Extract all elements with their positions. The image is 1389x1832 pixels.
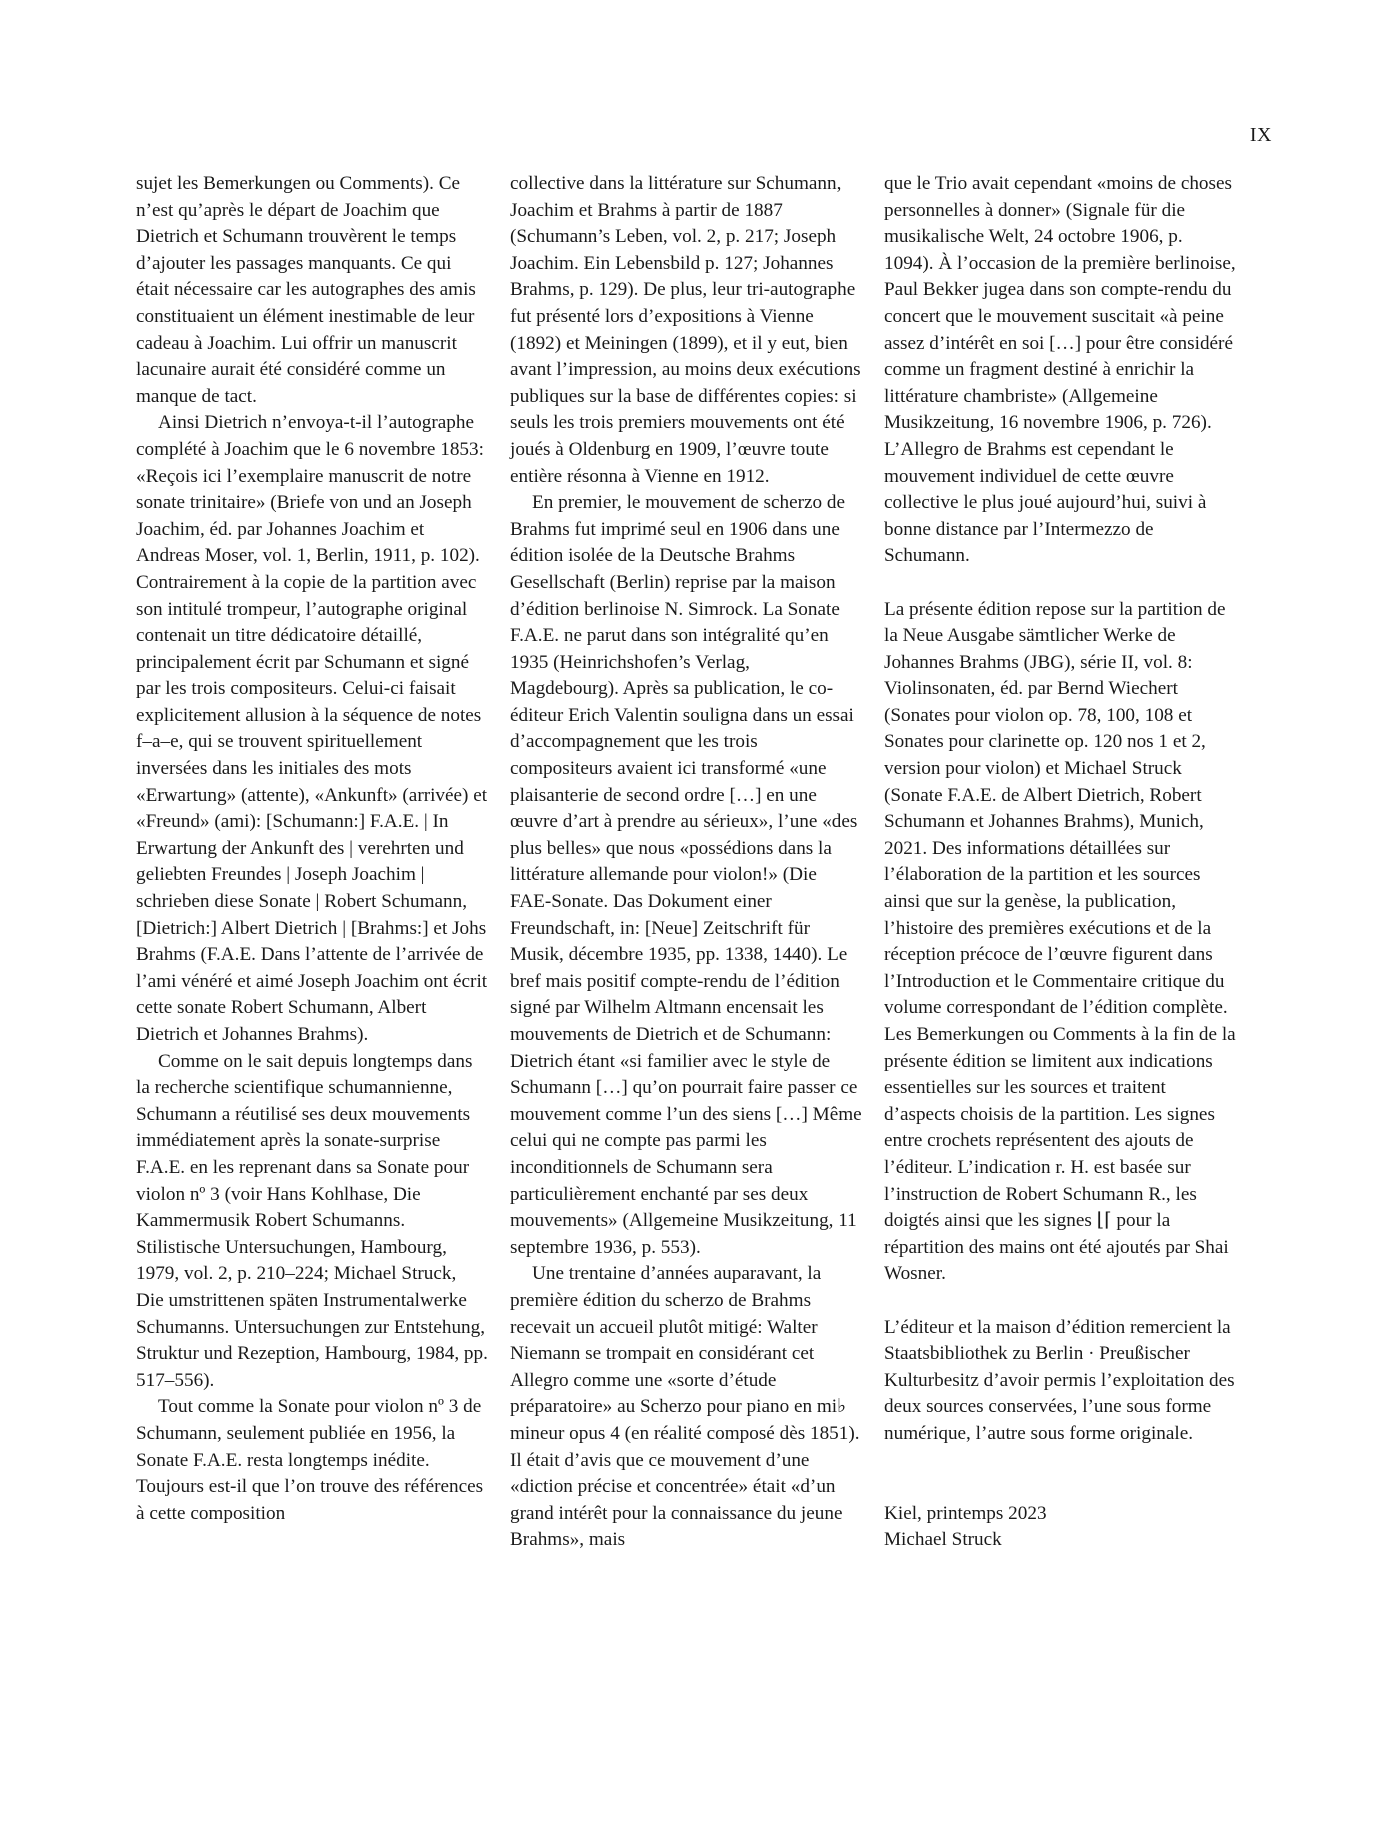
paragraph: sujet les Bemerkungen ou Comments). Ce n’est qu’après le départ de Joachim que Dietrich et Schumann trouvèrent le temps d’ajouter les passages manquants. Ce qui était nécessaire car les autographes des amis constituaient un élément inestimable de leur cadeau à Joachim. Lui offrir un manuscrit lacunaire aurait été considéré comme un manque de tact. [136, 173, 476, 407]
paragraph: collective dans la littérature sur Schumann, Joachim et Brahms à partir de 1887 (Schumann’s Leben, vol. 2, p. 217; Joseph Joachim. Ein Lebensbild p. 127; Johannes Brahms, p. 129). De plus, leur tri-autographe fut présenté lors d’expositions à Vienne (1892) et Meiningen (1899), et il y eut, bien avant l’impression, au moins deux exécutions publiques sur la base de différentes copies: si seuls les trois premiers mouvements ont été joués à Oldenburg en 1909, l’œuvre toute entière résonna à Vienne en 1912. [510, 173, 861, 487]
paragraph: La présente édition repose sur la partition de la Neue Ausgabe sämtlicher Werke de Johannes Brahms (JBG), série II, vol. 8: Violinsonaten, éd. par Bernd Wiechert (Sonates pour violon op. 78, 100, 108 et Sonates pour clarinette op. 120 nos 1 et 2, version pour violon) et Michael Struck (Sonate F.A.E. de Albert Dietrich, Robert Schumann et Johannes Brahms), Munich, 2021. Des informations détaillées sur l’élaboration de la partition et les sources ainsi que sur la genèse, la publication, l’histoire des premières exécutions et de la réception précoce de l’œuvre figurent dans l’Introduction et le Commentaire critique du volume correspondant de l’édition complète. Les Bemerkungen ou Comments à la fin de la présente édition se limitent aux indications essentielles sur les sources et traitent d’aspects choisis de la partition. Les signes entre crochets représentent des ajouts de l’éditeur. L’indication r. H. est basée sur l’instruction de Robert Schumann R., les doigtés ainsi que les signes ⌊⌈ pour la répartition des mains ont été ajoutés par Shai Wosner. [884, 598, 1236, 1285]
signature-author: Michael Struck [884, 1529, 1002, 1551]
text-column-2 [510, 171, 862, 1554]
paragraph: que le Trio avait cependant «moins de choses personnelles à donner» (Signale für die musikalische Welt, 24 octobre 1906, p. 1094). À l’occasion de la première berlinoise, Paul Bekker jugea dans son compte-rendu du concert que le mouvement suscitait «à peine assez d’intérêt en soi […] pour être considéré comme un fragment destiné à enrichir la littérature chambriste» (Allgemeine Musikzeitung, 16 novembre 1906, p. 726). L’Allegro de Brahms est cependant le mouvement individuel de cette œuvre collective le plus joué aujourd’hui, suivi à bonne distance par l’Intermezzo de Schumann. [884, 173, 1236, 567]
text-column-3 [884, 171, 1236, 1554]
paragraph: Ainsi Dietrich n’envoya-t-il l’autographe complété à Joachim que le 6 novembre 1853: «Reçois ici l’exemplaire manuscrit de notre sonate trinitaire» (Briefe von und an Joseph Joachim, éd. par Johannes Joachim et Andreas Moser, vol. 1, Berlin, 1911, p. 102). Contrairement à la copie de la partition avec son intitulé trompeur, l’autographe original contenait un titre dédicatoire détaillé, principalement écrit par Schumann et signé par les trois compositeurs. Celui-ci faisait explicitement allusion à la séquence de notes f–a–e, qui se trouvent spirituellement inversées dans les initiales des mots «Erwartung» (attente), «Ankunft» (arrivée) et «Freund» (ami): [Schumann:] F.A.E. | In Erwartung der Ankunft des | verehrten und geliebten Freundes | Joseph Joachim | schrieben diese Sonate | Robert Schumann, [Dietrich:] Albert Dietrich | [Brahms:] et Johs Brahms (F.A.E. Dans l’attente de l’arrivée de l’ami vénéré et aimé Joseph Joachim ont écrit cette sonate Robert Schumann, Albert Dietrich et Johannes Brahms). [136, 412, 488, 1045]
paragraph: Tout comme la Sonate pour violon nº 3 de Schumann, seulement publiée en 1956, la Sonate F.A.E. resta longtemps inédite. Toujours est-il que l’on trouve des références à cette composition [136, 1396, 484, 1524]
acknowledgement-paragraph: L’éditeur et la maison d’édition remercient la Staatsbibliothek zu Berlin · Preußischer Kulturbesitz d’avoir permis l’exploitation des deux sources conservées, l’une sous forme numérique, l’autre sous forme originale. [884, 1316, 1235, 1444]
paragraph: Comme on le sait depuis longtemps dans la recherche scientifique schumannienne, Schumann a réutilisé ses deux mouvements immédiatement après la sonate-surprise F.A.E. en les reprenant dans sa Sonate pour violon nº 3 (voir Hans Kohlhase, Die Kammermusik Robert Schumanns. Stilistische Untersuchungen, Hambourg, 1979, vol. 2, p. 210–224; Michael Struck, Die umstrittenen späten Instrumentalwerke Schumanns. Untersuchungen zur Entstehung, Struktur und Rezeption, Hambourg, 1984, pp. 517–556). [136, 1050, 488, 1391]
text-column-1 [136, 171, 488, 1527]
signature-place-date: Kiel, printemps 2023 [884, 1502, 1047, 1524]
page-number: IX [1249, 124, 1272, 146]
paragraph: Une trentaine d’années auparavant, la première édition du scherzo de Brahms recevait un accueil plutôt mitigé: Walter Niemann se trompait en considérant cet Allegro comme une «sorte d’étude préparatoire» au Scherzo pour piano en mi♭ mineur opus 4 (en réalité composé dès 1851). Il était d’avis que ce mouvement d’une «diction précise et concentrée» était «d’un grand intérêt pour la connaissance du jeune Brahms», mais [510, 1263, 860, 1551]
paragraph: En premier, le mouvement de scherzo de Brahms fut imprimé seul en 1906 dans une édition isolée de la Deutsche Brahms Gesellschaft (Berlin) reprise par la maison d’édition berlinoise N. Simrock. La Sonate F.A.E. ne parut dans son intégralité qu’en 1935 (Heinrichshofen’s Verlag, Magdebourg). Après sa publication, le co-éditeur Erich Valentin souligna dans un essai d’accompagnement que les trois compositeurs avaient ici transformé «une plaisanterie de second ordre […] en une œuvre d’art à prendre au sérieux», l’une «des plus belles» que nous «possédions dans la littérature allemande pour violon!» (Die FAE-Sonate. Das Dokument einer Freundschaft, in: [Neue] Zeitschrift für Musik, décembre 1935, pp. 1338, 1440). Le bref mais positif compte-rendu de l’édition signé par Wilhelm Altmann encensait les mouvements de Dietrich et de Schumann: Dietrich étant «si familier avec le style de Schumann […] qu’on pourrait faire passer ce mouvement comme l’un des siens […] Même celui qui ne compte pas parmi les inconditionnels de Schumann sera particulièrement enchanté par ses deux mouvements» (Allgemeine Musikzeitung, 11 septembre 1936, p. 553). [510, 492, 862, 1258]
